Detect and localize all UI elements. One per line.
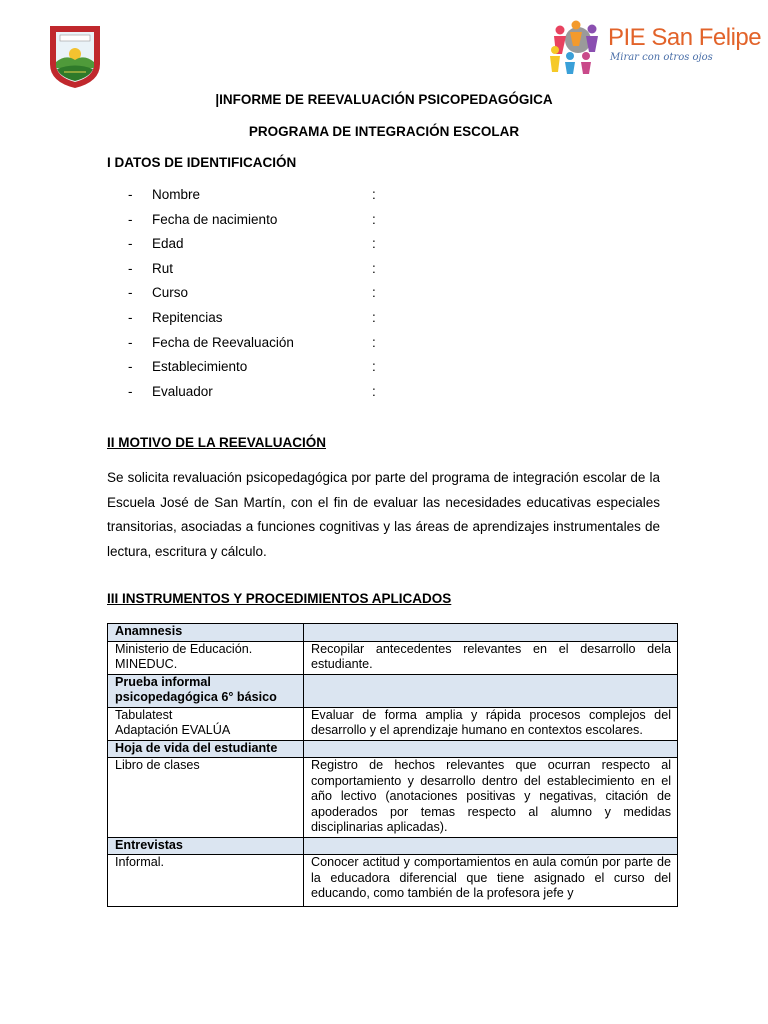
identification-list [128, 187, 428, 408]
field-label: Curso [152, 285, 189, 301]
purpose-cell: Recopilar antecedentes relevantes en el desarrollo dela estudiante. [304, 641, 678, 674]
purpose-cell: Conocer actitud y comportamientos en aula común por parte de la educadora diferencial que tiene asignado el curso del educando, como también de la profesora jefe y [304, 855, 678, 907]
table-row [108, 740, 678, 758]
purpose-cell [304, 674, 678, 707]
instruments-table [107, 623, 678, 907]
list-item: - Fecha de nacimiento : [128, 211, 376, 227]
table-row [108, 837, 678, 855]
section-instruments-heading: III INSTRUMENTOS Y PROCEDIMIENTOS APLICADOS [107, 591, 452, 606]
table-row [108, 855, 678, 907]
report-title: |INFORME DE REEVALUACIÓN PSICOPEDAGÓGICA [215, 92, 553, 107]
purpose-cell [304, 624, 678, 642]
instrument-cell: Libro de clases [108, 758, 304, 838]
list-item: - Edad : [128, 236, 376, 252]
list-item: - Nombre : [128, 187, 376, 202]
list-item: - Fecha de Reevaluación : [128, 334, 376, 350]
section-identification-heading: I DATOS DE IDENTIFICACIÓN [107, 155, 297, 170]
purpose-cell: Registro de hechos relevantes que ocurran respecto al comportamiento y desarrollo dentro del establecimiento en el año lectivo (anotaciones positivas y negativas, citación de apoderados por temas respecto al alumno y medidas disciplinarias aplicadas). [304, 758, 678, 838]
program-title: PROGRAMA DE INTEGRACIÓN ESCOLAR [248, 124, 520, 139]
people-figures-icon [546, 20, 604, 74]
field-label: Nombre [152, 187, 201, 202]
list-item: - Repitencias : [128, 309, 376, 325]
instrument-cell: Entrevistas [108, 837, 304, 855]
table-row [108, 707, 678, 740]
instrument-cell: Ministerio de Educación. MINEDUC. [108, 641, 304, 674]
pie-logo-title: PIE San Felipe [608, 24, 762, 51]
field-label: Fecha de nacimiento [152, 211, 278, 227]
purpose-cell: Evaluar de forma amplia y rápida procesos complejos del desarrollo y el aprendizaje humano en contextos escolares. [304, 707, 678, 740]
pie-san-felipe-logo [546, 18, 762, 74]
school-crest-logo [48, 24, 102, 90]
field-label: Edad [152, 236, 184, 252]
table-row [108, 758, 678, 838]
field-label: Rut [152, 260, 174, 276]
field-label: Evaluador [152, 383, 213, 399]
table-row [108, 624, 678, 642]
purpose-cell [304, 740, 678, 758]
list-item: - Evaluador : [128, 383, 376, 399]
field-label: Fecha de Reevaluación [152, 334, 294, 350]
field-label: Repitencias [152, 309, 223, 325]
instrument-cell: Tabulatest Adaptación EVALÚA [108, 707, 304, 740]
instrument-cell: Informal. [108, 855, 304, 907]
instrument-cell: Hoja de vida del estudiante [108, 740, 304, 758]
table-row [108, 674, 678, 707]
list-item: - Rut : [128, 260, 376, 276]
table-row [108, 641, 678, 674]
purpose-cell [304, 837, 678, 855]
list-item: - Curso : [128, 285, 376, 301]
motive-paragraph: Se solicita revaluación psicopedagógica por parte del programa de integración escolar de la Escuela José de San Martín, con el fin de evaluar las necesidades educativas especiales transitorias, asociadas a funciones cognitivas y las áreas de aprendizajes instrumentales de lectura, escritura y cálculo. [107, 470, 660, 559]
pie-logo-tagline: Mirar con otros ojos [610, 52, 713, 63]
instrument-cell: Anamnesis [108, 624, 304, 642]
section-motive-heading: II MOTIVO DE LA REEVALUACIÓN [107, 435, 327, 450]
field-label: Establecimiento [152, 359, 248, 375]
list-item: - Establecimiento : [128, 359, 376, 375]
instrument-cell: Prueba informal psicopedagógica 6° básico [108, 674, 304, 707]
